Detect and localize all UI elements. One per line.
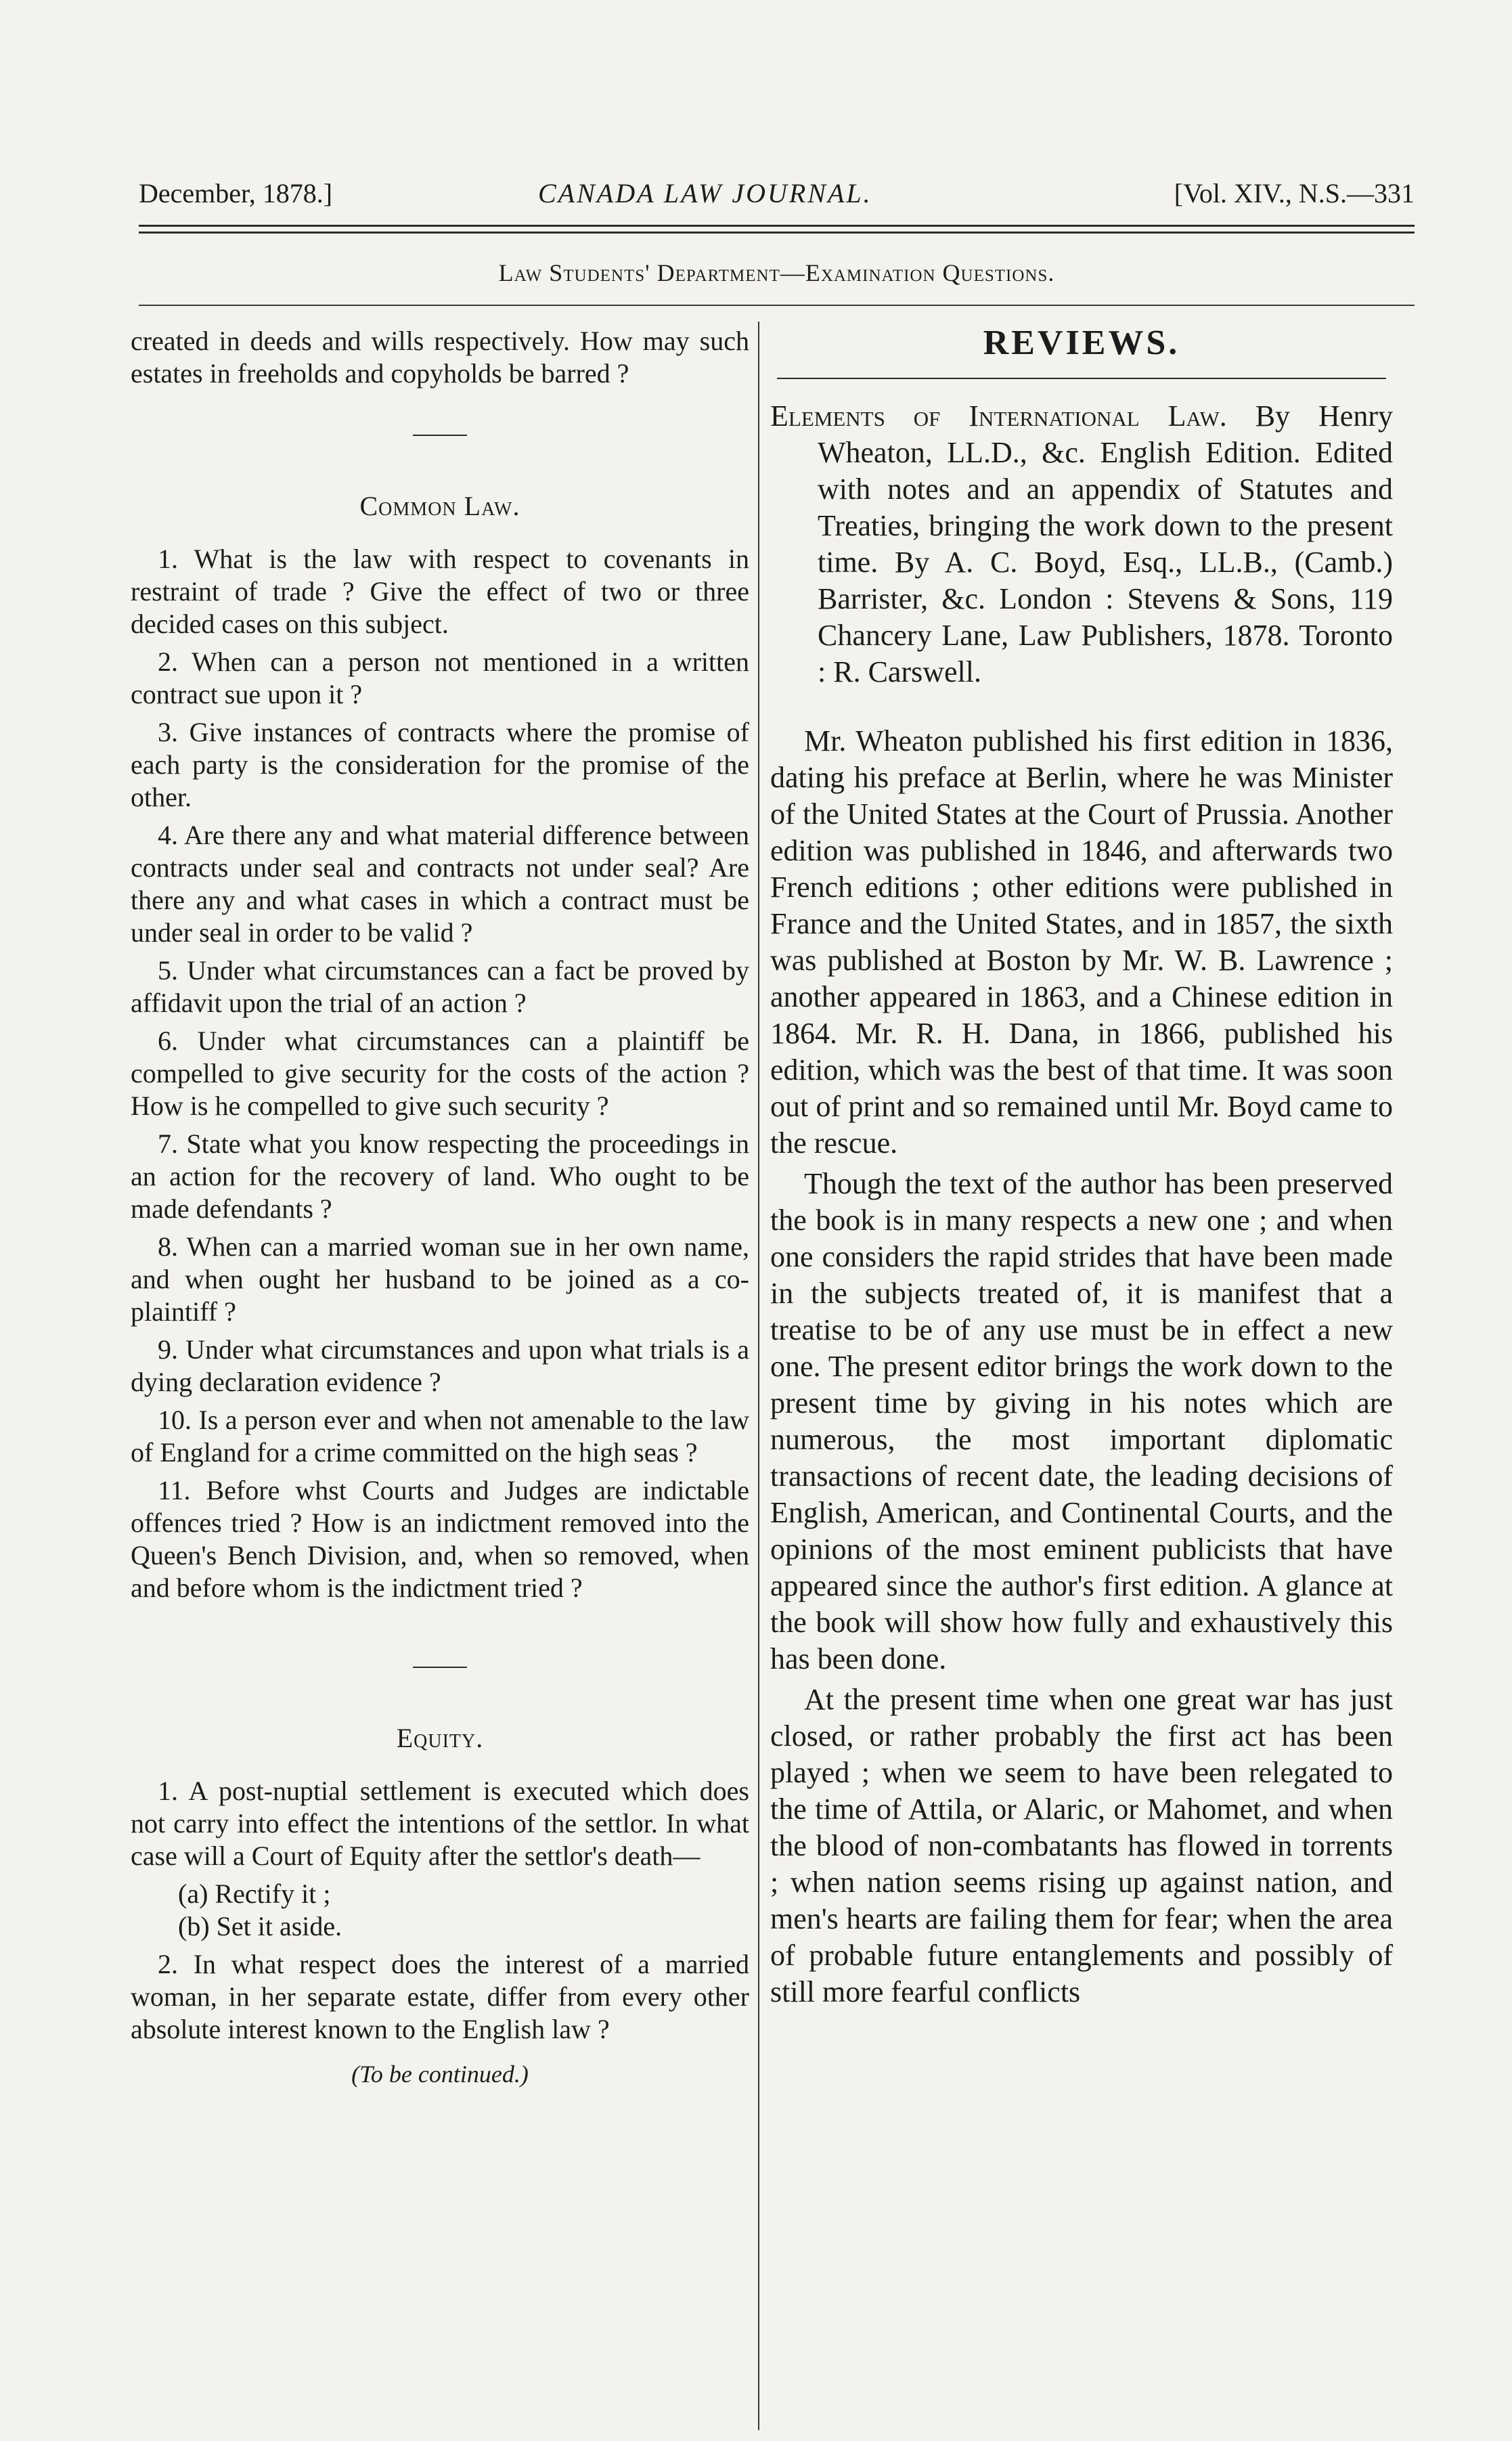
header-volume-page: [Vol. XIV., N.S.—331 <box>1174 178 1415 208</box>
book-citation <box>770 398 1393 690</box>
header-date: December, 1878.] <box>139 178 333 208</box>
header-journal-title: CANADA LAW JOURNAL. <box>538 178 872 208</box>
review-paragraph: At the present time when one great war has just closed, or rather probably the first act has been played ; when we seem to have been relegated to the time of Attila, or Alaric, or Mahomet, and when the blood of non-combatants has flowed in torrents ; when nation seems rising up against nation, and men's hearts are failing them for fear; when the area of probable future entanglements and possibly of still more fearful conflicts <box>770 1683 1393 2008</box>
column-divider <box>758 322 759 2430</box>
question-subitem: (b) Set it aside. <box>178 1911 342 1941</box>
header-rule-bottom <box>139 232 1415 234</box>
question-item: 1. A post-nuptial settlement is executed which does not carry into effect the intentions of the settlor. In what case will a Court of Equity after the settlor's death— <box>131 1776 749 1871</box>
book-title: Elements of International Law. <box>770 399 1227 433</box>
review-paragraph: Though the text of the author has been preserved the book is in many respects a new one ; and when one considers the rapid strides that have been made in the subjects treated of, it is manifest that a treatise to be of any use must be in effect a new one. The present editor brings the work down to the present time by giving in his notes which are numerous, the most important diplomatic transactions of recent date, the leading decisions of English, American, and Continental Courts, and the opinions of the most eminent publicists that have appeared since the author's first edition. A glance at the book will show how fully and exhaustively this has been done. <box>770 1167 1393 1675</box>
book-details: By Henry Wheaton, LL.D., &c. English Edition. Edited with notes and an appendix of Statutes and Treaties, bringing the work down to the present time. By A. C. Boyd, Esq., LL.B., (Camb.) Barrister, &c. London : Stevens & Sons, 119 Chancery Lane, Law Publishers, 1878. Toronto : R. Carswell. <box>818 399 1393 688</box>
question-item: 1. What is the law with respect to covenants in restraint of trade ? Give the effect of two or three decided cases on this subject. <box>131 544 749 639</box>
question-item: 5. Under what circumstances can a fact be proved by affidavit upon the trial of an action ? <box>131 955 749 1018</box>
header-rule-top <box>139 225 1415 227</box>
question-subitem: (a) Rectify it ; <box>178 1878 331 1909</box>
question-item: 6. Under what circumstances can a plaintiff be compelled to give security for the costs of the action ? How is he compelled to give such security ? <box>131 1026 749 1121</box>
reviews-rule <box>777 378 1386 379</box>
reviews-heading: REVIEWS. <box>983 324 1180 362</box>
question-item: 2. When can a person not mentioned in a written contract sue upon it ? <box>131 646 749 709</box>
question-item: 8. When can a married woman sue in her own name, and when ought her husband to be joined as a co-plaintiff ? <box>131 1231 749 1327</box>
running-head <box>139 177 1415 218</box>
section-heading-equity: Equity. <box>396 1723 484 1753</box>
question-item: 4. Are there any and what material difference between contracts under seal and contracts not under seal? Are there any and what cases in which a contract must be under seal in order to be valid ? <box>131 820 749 948</box>
question-item: 7. State what you know respecting the proceedings in an action for the recovery of land. Who ought to be made defendants ? <box>131 1128 749 1224</box>
right-column <box>770 325 1393 2015</box>
question-item: 3. Give instances of contracts where the promise of each party is the consideration for the promise of the other. <box>131 717 749 812</box>
review-paragraph: Mr. Wheaton published his first edition in 1836, dating his preface at Berlin, where he was Minister of the United States at the Court of Prussia. Another edition was published in 1846, and afterwards two French editions ; other editions were published in France and the United States, and in 1857, the sixth was published at Boston by Mr. W. B. Lawrence ; another appeared in 1863, and a Chinese edition in 1864. Mr. R. H. Dana, in 1866, published his edition, which was the best of that time. It was soon out of print and so remained until Mr. Boyd came to the rescue. <box>770 724 1393 1160</box>
question-item: 2. In what respect does the interest of a married woman, in her separate estate, differ from every other absolute interest known to the English law ? <box>131 1949 749 2044</box>
left-column <box>131 325 749 2090</box>
department-rule <box>139 305 1415 306</box>
intro-text: created in deeds and wills respectively. How may such estates in freeholds and copyholds be barred ? <box>131 326 749 389</box>
question-item: 11. Before whst Courts and Judges are indictable offences tried ? How is an indictment removed into the Queen's Bench Division, and, when so removed, when and before whom is the indictment tried ? <box>131 1475 749 1603</box>
section-heading-common-law: Common Law. <box>359 491 520 521</box>
department-heading: Law Students' Department—Examination Questions. <box>498 259 1055 286</box>
question-item: 9. Under what circumstances and upon what trials is a dying declaration evidence ? <box>131 1334 749 1397</box>
question-item: 10. Is a person ever and when not amenable to the law of England for a crime committed on the high seas ? <box>131 1405 749 1468</box>
continued-note: (To be continued.) <box>351 2061 529 2088</box>
